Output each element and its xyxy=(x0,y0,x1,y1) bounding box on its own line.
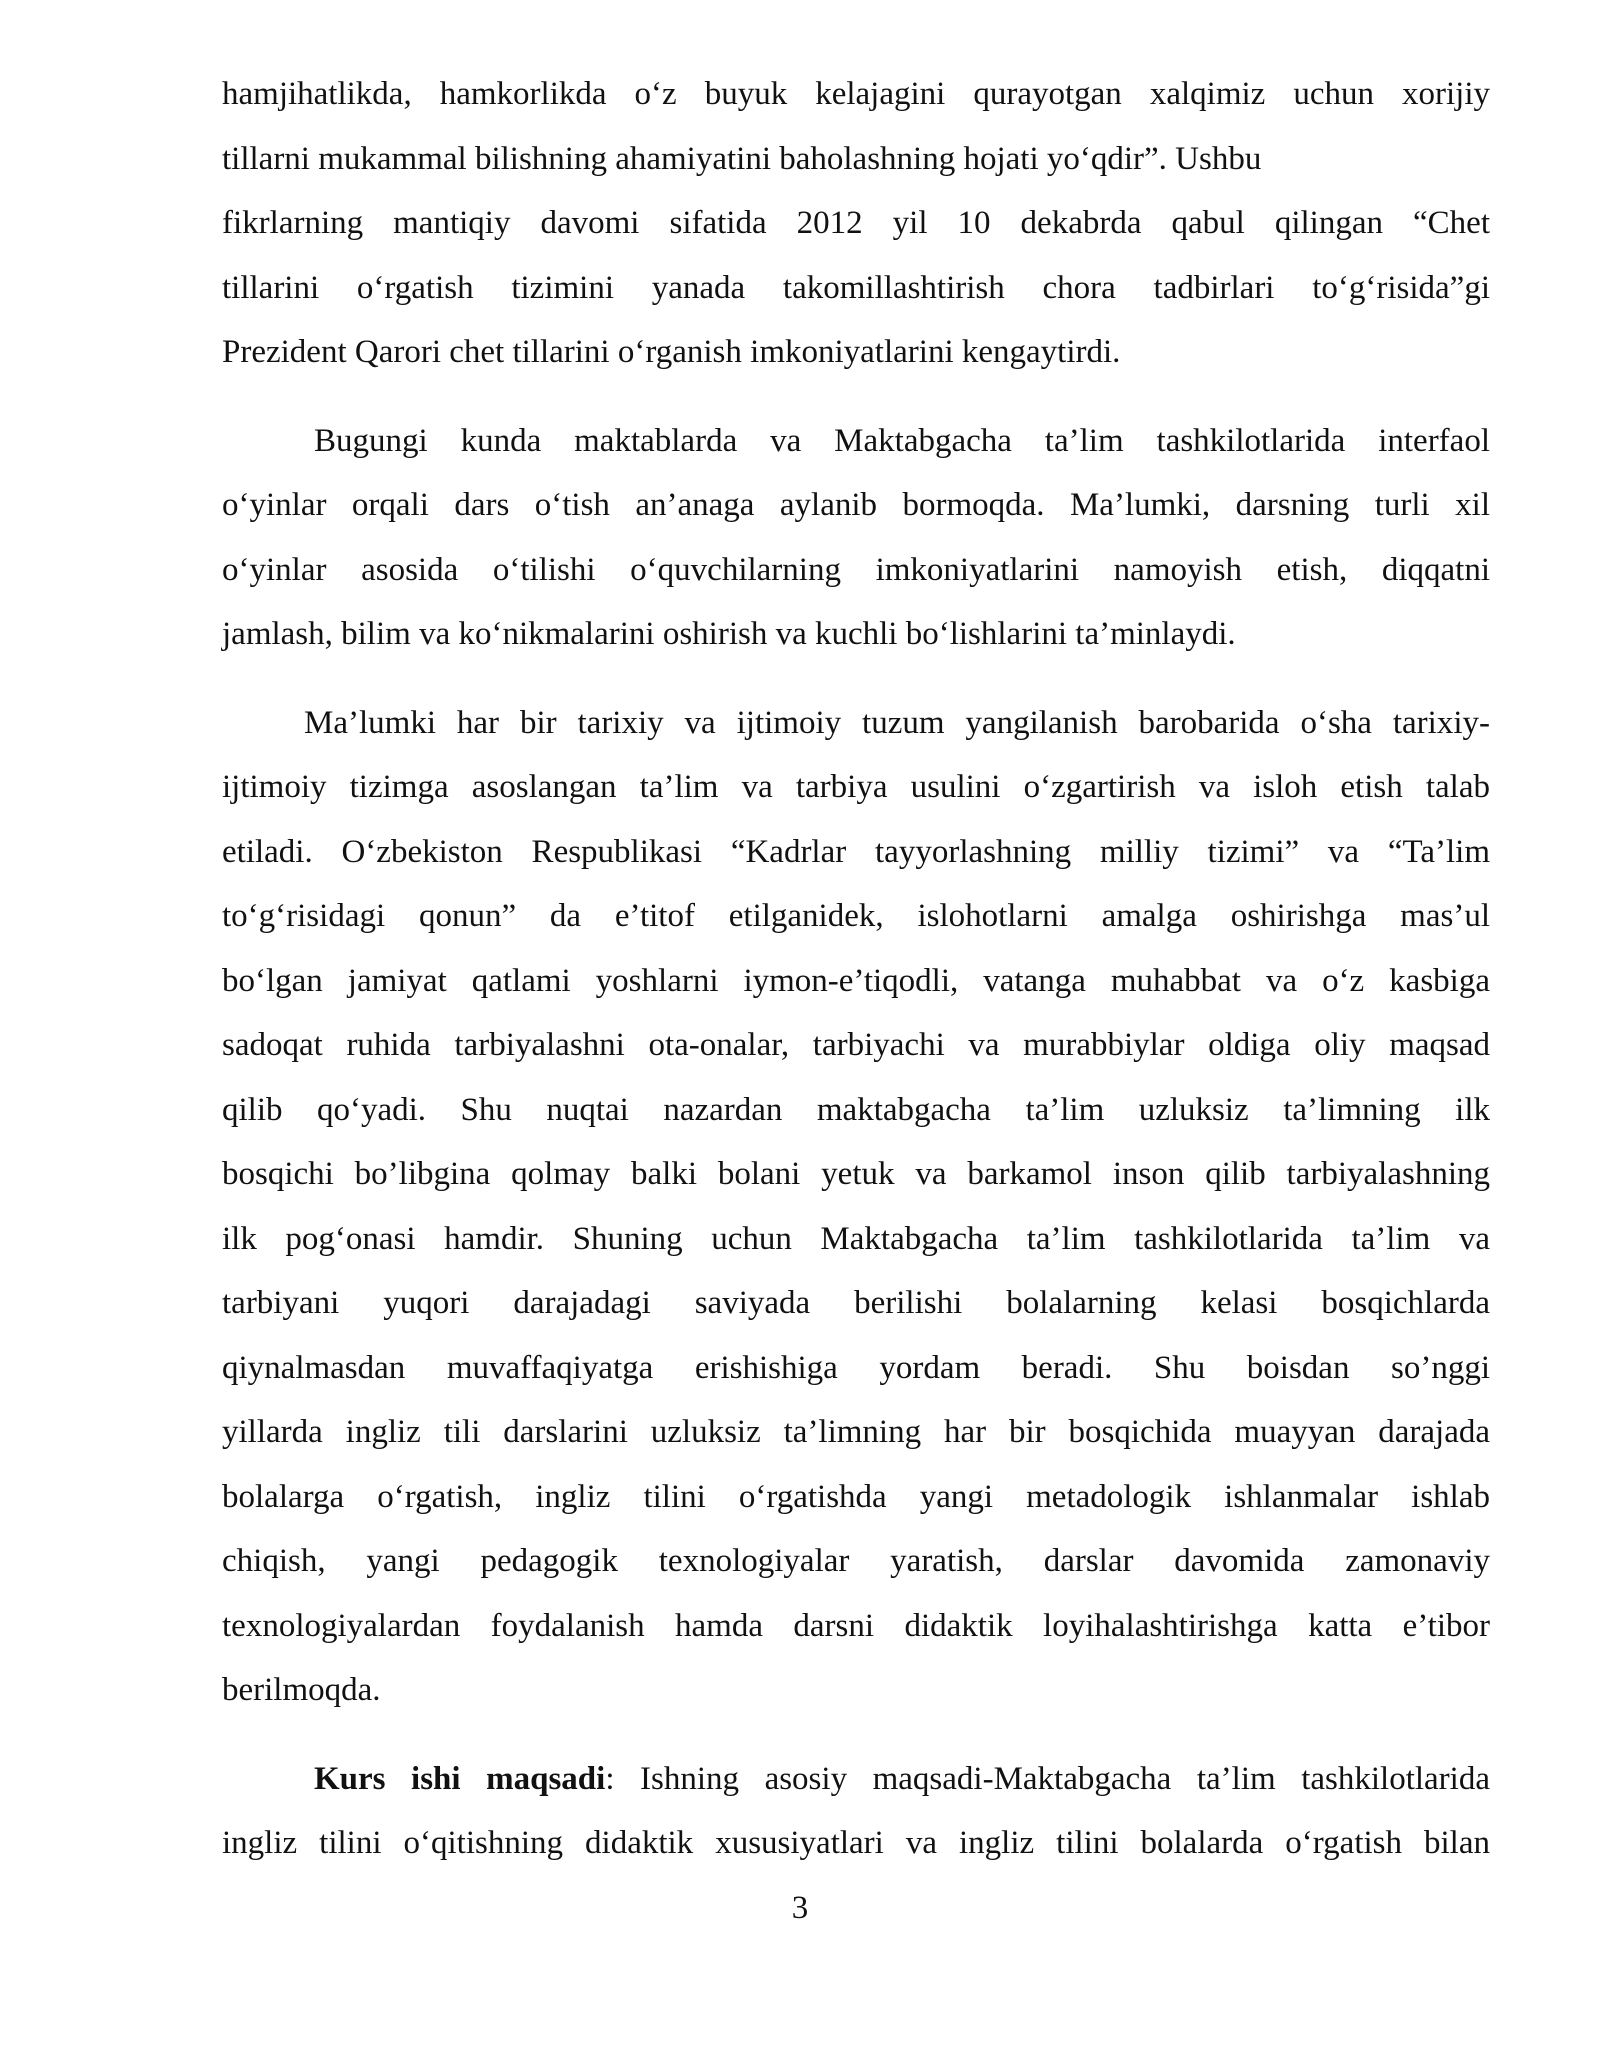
text-line: to‘g‘risidagi qonun” da e’titof etilganidek, islohotlarni amalga oshirishga mas’ul xyxy=(222,898,1490,934)
text-line xyxy=(222,1747,1490,1812)
text-line: chiqish, yangi pedagogik texnologiyalar yaratish, darslar davomida zamonaviy xyxy=(222,1543,1490,1579)
document-page xyxy=(222,62,1490,1876)
text-line: o‘yinlar asosida o‘tilishi o‘quvchilarning imkoniyatlarini namoyish etish, diqqatni xyxy=(222,551,1490,588)
text-line: bolalarga o‘rgatish, ingliz tilini o‘rgatishda yangi metadologik ishlanmalar ishlab xyxy=(222,1478,1490,1515)
text-line: etiladi. O‘zbekiston Respublikasi “Kadrlar tayyorlashning milliy tizimi” va “Ta’lim xyxy=(222,833,1490,870)
text-line: ingliz tilini o‘qitishning didaktik xususiyatlari va ingliz tilini bolalarda o‘rgatish bilan xyxy=(222,1825,1490,1861)
text-line: sadoqat ruhida tarbiyalashni ota-onalar, tarbiyachi va murabbiylar oldiga oliy maqsad xyxy=(222,1027,1490,1063)
section-heading-inline: Kurs ishi maqsadi xyxy=(314,1760,606,1797)
text-line: qiynalmasdan muvaffaqiyatga erishishiga yordam beradi. Shu boisdan so’nggi xyxy=(222,1349,1490,1386)
text-run: : Ishning asosiy maqsadi-Maktabgacha ta’lim tashkilotlarida xyxy=(605,1760,1490,1797)
text-line: ilk pog‘onasi hamdir. Shuning uchun Maktabgacha ta’lim tashkilotlarida ta’lim va xyxy=(222,1220,1490,1257)
text-line: berilmoqda. xyxy=(222,1672,381,1708)
paragraph-1 xyxy=(222,62,1490,385)
text-line: hamjihatlikda, hamkorlikda o‘z buyuk kelajagini qurayotgan xalqimiz uchun xorijiy xyxy=(222,76,1490,112)
text-line: Bugungi kunda maktablarda va Maktabgacha ta’lim tashkilotlarida interfaol xyxy=(314,422,1490,459)
text-line: ijtimoiy tizimga asoslangan ta’lim va tarbiya usulini o‘zgartirish va isloh etish talab xyxy=(222,769,1490,805)
text-line: tillarini o‘rgatish tizimini yanada takomillashtirish chora tadbirlari to‘g‘risida”gi xyxy=(222,269,1490,306)
text-line: bosqichi bo’libgina qolmay balki bolani yetuk va barkamol inson qilib tarbiyalashning xyxy=(222,1156,1490,1192)
text-line: bo‘lgan jamiyat qatlami yoshlarni iymon-e’tiqodli, vatanga muhabbat va o‘z kasbiga xyxy=(222,962,1490,999)
page-number: 3 xyxy=(791,1890,809,1926)
text-line: jamlash, bilim va ko‘nikmalarini oshirish va kuchli bo‘lishlarini ta’minlaydi. xyxy=(222,616,1236,652)
text-line: tillarni mukammal bilishning ahamiyatini baholashning hojati yo‘qdir”. Ushbu xyxy=(222,140,1262,177)
text-line: tarbiyani yuqori darajadagi saviyada berilishi bolalarning kelasi bosqichlarda xyxy=(222,1285,1490,1321)
text-line: texnologiyalardan foydalanish hamda darsni didaktik loyihalashtirishga katta e’tibor xyxy=(222,1607,1490,1644)
paragraph-4 xyxy=(222,1747,1490,1876)
text-line: o‘yinlar orqali dars o‘tish an’anaga aylanib bormoqda. Ma’lumki, darsning turli xil xyxy=(222,487,1490,523)
paragraph-3 xyxy=(222,691,1490,1723)
text-line: fikrlarning mantiqiy davomi sifatida 2012 yil 10 dekabrda qabul qilingan “Chet xyxy=(222,205,1490,241)
text-line: yillarda ingliz tili darslarini uzluksiz ta’limning har bir bosqichida muayyan darajada xyxy=(222,1414,1490,1450)
text-line: Ma’lumki har bir tarixiy va ijtimoiy tuzum yangilanish barobarida o‘sha tarixiy- xyxy=(304,704,1490,741)
text-line: Prezident Qarori chet tillarini o‘rganish imkoniyatlarini kengaytirdi. xyxy=(222,334,1121,370)
paragraph-2 xyxy=(222,409,1490,667)
text-line: qilib qo‘yadi. Shu nuqtai nazardan maktabgacha ta’lim uzluksiz ta’limning ilk xyxy=(222,1091,1490,1128)
